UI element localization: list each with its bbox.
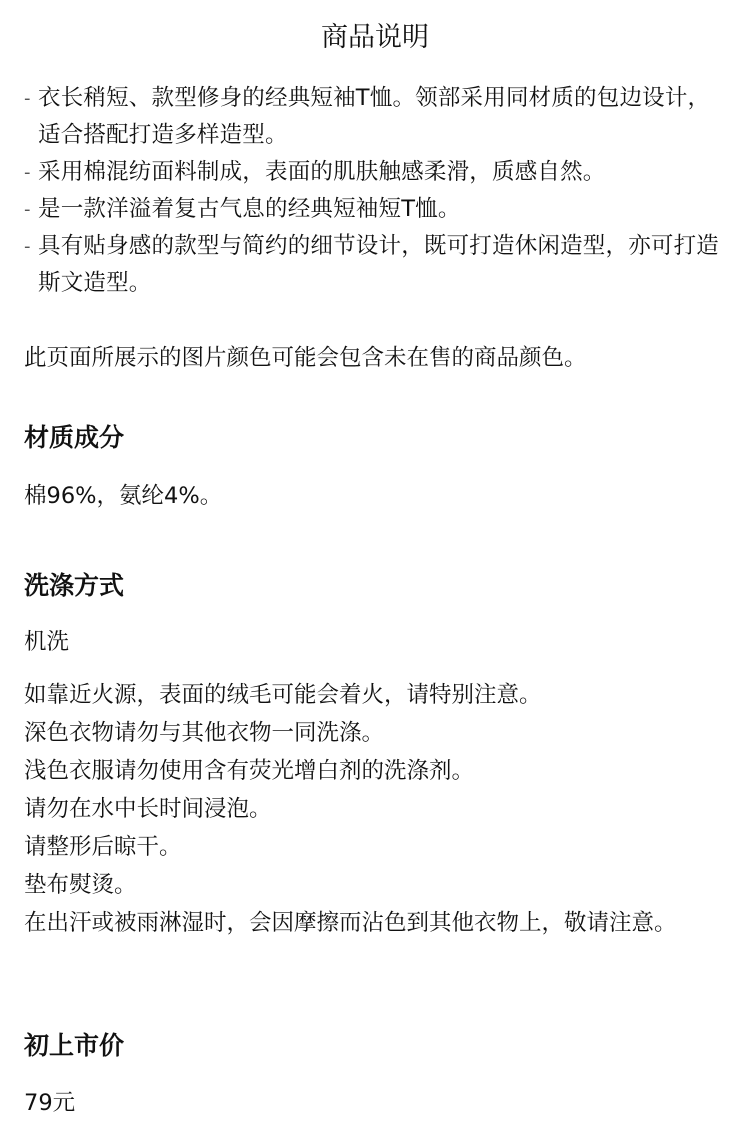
feature-text: 采用棉混纺面料制成，表面的肌肤触感柔滑，质感自然。: [38, 159, 606, 185]
washing-method: 机洗: [24, 629, 70, 655]
material-heading: 材质成分: [24, 423, 125, 452]
feature-text: 衣长稍短、款型修身的经典短袖T恤。领部采用同材质的包边设计，适合搭配打造多样造型。: [38, 85, 711, 148]
washing-note: 浅色衣服请勿使用含有荧光增白剂的洗涤剂。: [24, 758, 475, 784]
bullet-marker: -: [24, 162, 31, 183]
washing-note: 垫布熨烫。: [24, 872, 137, 898]
feature-item: [24, 80, 732, 154]
feature-list: [24, 80, 732, 302]
feature-item: [24, 154, 732, 191]
bullet-marker: -: [24, 236, 31, 257]
price-heading: 初上市价: [24, 1031, 125, 1060]
washing-note: 深色衣物请勿与其他衣物一同洗涤。: [24, 720, 385, 746]
washing-heading: 洗涤方式: [24, 571, 125, 600]
feature-text: 具有贴身感的款型与简约的细节设计，既可打造休闲造型，亦可打造斯文造型。: [38, 233, 720, 296]
price-value: 79元: [24, 1090, 76, 1116]
feature-item: [24, 191, 732, 228]
page-title: 商品说明: [321, 22, 429, 53]
feature-item: [24, 228, 732, 302]
feature-text: 是一款洋溢着复古气息的经典短袖短T恤。: [38, 196, 461, 222]
bullet-marker: -: [24, 88, 31, 109]
material-value: 棉96%，氨纶4%。: [24, 483, 223, 509]
washing-notes: [24, 676, 732, 942]
washing-note: 请整形后晾干。: [24, 834, 182, 860]
color-disclaimer: 此页面所展示的图片颜色可能会包含未在售的商品颜色。: [24, 345, 587, 371]
washing-note: 请勿在水中长时间浸泡。: [24, 796, 272, 822]
bullet-marker: -: [24, 199, 31, 220]
washing-note: 在出汗或被雨淋湿时，会因摩擦而沾色到其他衣物上，敬请注意。: [24, 910, 677, 936]
washing-note: 如靠近火源，表面的绒毛可能会着火，请特别注意。: [24, 682, 542, 708]
